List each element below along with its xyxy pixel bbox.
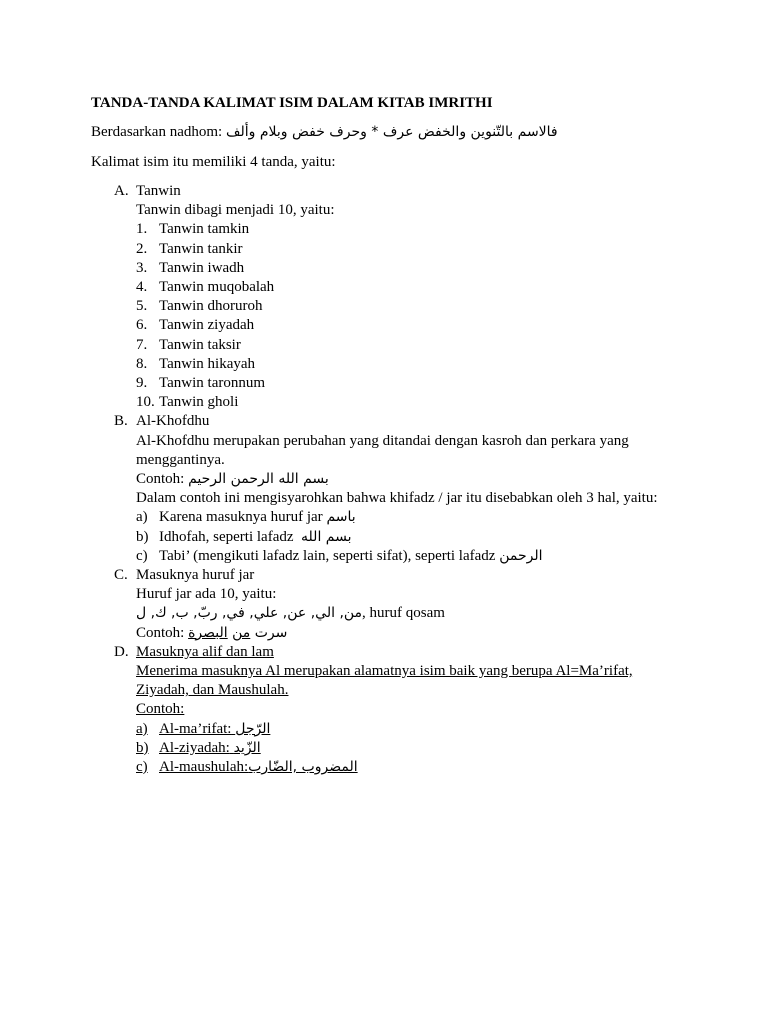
- list-item: [136, 278, 674, 297]
- section-c-heading: Masuknya huruf jar: [136, 567, 255, 584]
- section-d-heading: Masuknya alif dan lam: [136, 643, 274, 660]
- list-item-number: 7.: [136, 336, 148, 353]
- huruf-jar-line: [136, 604, 674, 623]
- list-item-letter: b): [136, 739, 149, 756]
- section-d: [114, 643, 674, 777]
- section-b: [114, 412, 674, 566]
- section-d-example-label: Contoh:: [136, 701, 185, 718]
- list-item-text: Tabi’ (mengikuti lafadz lain, seperti sifat), seperti lafadz: [159, 547, 496, 564]
- section-b-marker: B.: [114, 413, 128, 430]
- list-item-arabic: الرحمن: [499, 547, 543, 564]
- section-c: [114, 566, 674, 643]
- list-item-letter: a): [136, 509, 148, 526]
- section-c-marker: C.: [114, 567, 128, 584]
- document-title: TANDA-TANDA KALIMAT ISIM DALAM KITAB IMRITHI: [91, 95, 493, 111]
- list-item: [136, 739, 674, 758]
- list-item-text: Tanwin iwadh: [159, 259, 245, 276]
- section-c-example: [136, 624, 674, 643]
- list-item-number: 5.: [136, 298, 148, 315]
- section-b-explain: Dalam contoh ini mengisyarohkan bahwa khifadz / jar itu disebabkan oleh 3 hal, yaitu:: [136, 490, 658, 507]
- list-item: [136, 508, 674, 527]
- example-label: Contoh:: [136, 471, 185, 488]
- list-item: [136, 720, 674, 739]
- intro-text: Kalimat isim itu memiliki 4 tanda, yaitu:: [91, 154, 336, 170]
- list-item: [136, 220, 674, 239]
- list-item: [136, 259, 674, 278]
- list-item-arabic: باسم: [326, 509, 356, 526]
- example-arabic: بسم الله الرحمن الرحيم: [188, 471, 329, 488]
- list-item-number: 9.: [136, 375, 148, 392]
- example-arabic-majrur: البصرة: [188, 624, 228, 641]
- section-b-desc: Al-Khofdhu merupakan perubahan yang ditandai dengan kasroh dan perkara yang menggantinya.: [136, 432, 629, 468]
- list-item-arabic: بسم الله: [301, 528, 352, 545]
- list-item-number: 4.: [136, 279, 148, 296]
- list-item-text: Tanwin gholi: [159, 394, 239, 411]
- section-c-desc: Huruf jar ada 10, yaitu:: [136, 586, 277, 603]
- list-item-text: Tanwin tankir: [159, 240, 243, 257]
- example-arabic-jar: من: [232, 624, 251, 641]
- section-a: [114, 182, 674, 412]
- list-item-text: Tanwin muqobalah: [159, 279, 275, 296]
- signs-list: [114, 182, 674, 777]
- section-a-desc: Tanwin dibagi menjadi 10, yaitu:: [136, 202, 335, 219]
- list-item-text: Al-ziyadah:: [159, 739, 230, 756]
- list-item: [136, 758, 674, 777]
- nadhom-arabic: فالاسم بالتّنوين والخفض عرف * وحرف خفض وبلام وألف: [225, 124, 558, 140]
- list-item: [136, 393, 674, 412]
- list-item-letter: c): [136, 547, 148, 564]
- list-item-letter: a): [136, 720, 148, 737]
- list-item-text: Idhofah, seperti lafadz: [159, 528, 294, 545]
- section-b-heading: Al-Khofdhu: [136, 413, 210, 430]
- list-item-text: Tanwin hikayah: [159, 355, 256, 372]
- list-item: [136, 297, 674, 316]
- list-item-letter: b): [136, 528, 149, 545]
- list-item-arabic: الرّجل: [235, 720, 271, 737]
- section-d-marker: D.: [114, 643, 129, 660]
- list-item: [136, 528, 674, 547]
- list-item: [136, 547, 674, 566]
- list-item-arabic: الزّيد: [233, 739, 261, 756]
- list-item-text: Karena masuknya huruf jar: [159, 509, 323, 526]
- list-item-number: 3.: [136, 259, 148, 276]
- list-item-letter: c): [136, 759, 148, 776]
- nadhom-line: [91, 123, 558, 142]
- list-item-text: Tanwin taksir: [159, 336, 241, 353]
- tanwin-list: [136, 220, 674, 412]
- list-item: [136, 374, 674, 393]
- list-item-text: Tanwin dhoruroh: [159, 298, 263, 315]
- list-item-text: Tanwin taronnum: [159, 375, 266, 392]
- section-b-example: [136, 470, 674, 489]
- section-a-heading: Tanwin: [136, 183, 181, 199]
- list-item-text: Tanwin ziyadah: [159, 317, 255, 334]
- list-item-arabic: المضروب ,الضّارب: [248, 759, 358, 776]
- list-item-text: Tanwin tamkin: [159, 221, 250, 238]
- list-item: [136, 240, 674, 259]
- example-label: Contoh:: [136, 624, 185, 641]
- list-item: [136, 316, 674, 335]
- list-item-number: 2.: [136, 240, 148, 257]
- example-arabic: [188, 625, 287, 641]
- nadhom-label: Berdasarkan nadhom:: [91, 124, 223, 140]
- list-item-number: 6.: [136, 317, 148, 334]
- list-item-number: 1.: [136, 221, 148, 238]
- list-item-text: Al-ma’rifat:: [159, 720, 232, 737]
- huruf-jar-suffix: , huruf qosam: [362, 605, 445, 622]
- section-d-desc: Menerima masuknya Al merupakan alamatnya isim baik yang berupa Al=Ma’rifat, Ziyadah, dan Maushulah.: [136, 663, 633, 699]
- list-item: [136, 336, 674, 355]
- section-a-marker: A.: [114, 183, 129, 199]
- huruf-jar-arabic: من, الي, عن, علي, في, ربّ, ب, ك, ل: [136, 605, 363, 622]
- list-item-number: 8.: [136, 355, 148, 372]
- example-arabic-verb: سرت: [254, 624, 288, 641]
- list-item: [136, 355, 674, 374]
- list-item-text: Al-maushulah:: [159, 759, 249, 776]
- list-item-number: 10.: [136, 394, 155, 411]
